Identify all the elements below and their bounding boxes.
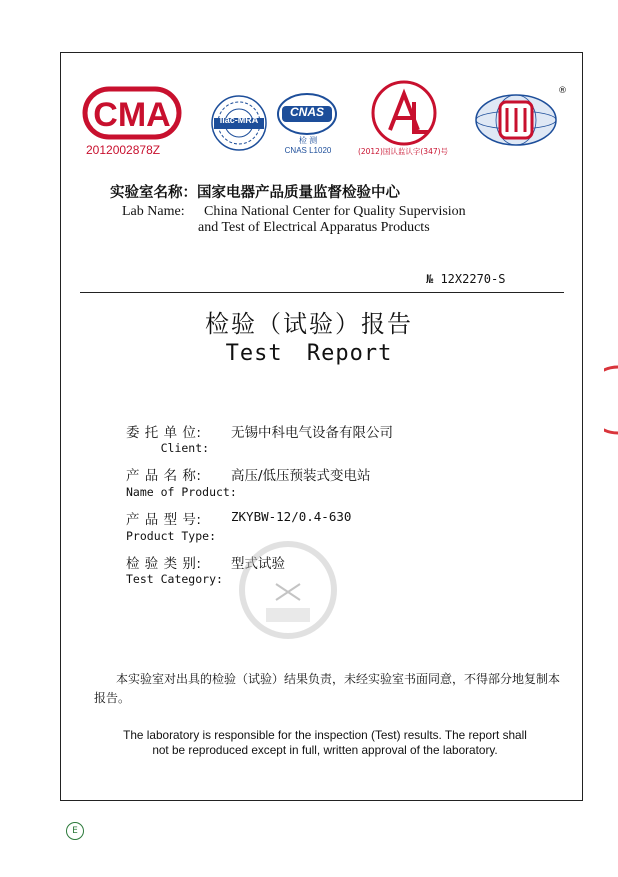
field-label-cn: 产 品 型 号: bbox=[126, 512, 202, 528]
cnas-subtext: 检 测 CNAS L1020 bbox=[284, 136, 332, 155]
title-cn: 检验（试验）报告 bbox=[205, 310, 413, 338]
field-label-en: Test Category: bbox=[126, 572, 223, 586]
registered-mark: ® bbox=[558, 86, 567, 96]
page-mark-icon: E bbox=[66, 822, 84, 840]
lab-name-en-line1: China National Center for Quality Supervision bbox=[204, 204, 466, 219]
lab-name-cn: 实验室名称：国家电器产品质量监督检验中心 bbox=[110, 185, 400, 201]
ilac-mra-text: ilac-MRA bbox=[219, 115, 259, 125]
cal-logo bbox=[368, 80, 440, 146]
field-value: 无锡中科电气设备有限公司 bbox=[231, 425, 393, 441]
field-value: 高压/低压预装式变电站 bbox=[231, 468, 371, 484]
report-number: № 12X2270-S bbox=[426, 272, 506, 286]
notice-cn: 本实验室对出具的检验（试验）结果负责，未经实验室书面同意，不得部分地复制本报告。 bbox=[94, 672, 561, 705]
lab-name-en-line2: and Test of Electrical Apparatus Products bbox=[198, 220, 430, 235]
field-label-cn: 产 品 名 称: bbox=[126, 468, 202, 484]
cal-code: (2012)国认监认字(347)号 bbox=[357, 147, 449, 156]
field-value: ZKYBW-12/0.4-630 bbox=[231, 509, 352, 524]
svg-text:CMA: CMA bbox=[93, 96, 171, 134]
embossed-seal-stamp bbox=[228, 540, 348, 640]
field-label-cn: 委 托 单 位: bbox=[126, 425, 202, 441]
cma-logo bbox=[82, 86, 182, 142]
cnas-text: CNAS bbox=[289, 105, 324, 119]
field-label-en: Client: bbox=[126, 441, 210, 455]
red-seal-edge bbox=[604, 365, 618, 435]
field-label-en: Name of Product: bbox=[126, 485, 237, 499]
header-divider bbox=[80, 292, 564, 293]
lab-name-label-en: Lab Name: bbox=[122, 204, 185, 219]
field-label-en: Product Type: bbox=[126, 529, 217, 543]
title-en: Test Report bbox=[225, 341, 393, 366]
cma-code: 2012002878Z bbox=[86, 143, 161, 157]
field-label-cn: 检 验 类 别: bbox=[126, 556, 202, 572]
notice-en: The laboratory is responsible for the inspection (Test) results. The report shall not be reproduced except in full, written approval of the laboratory. bbox=[123, 728, 527, 757]
field-value: 型式试验 bbox=[231, 556, 285, 572]
cqc-logo bbox=[466, 92, 566, 148]
